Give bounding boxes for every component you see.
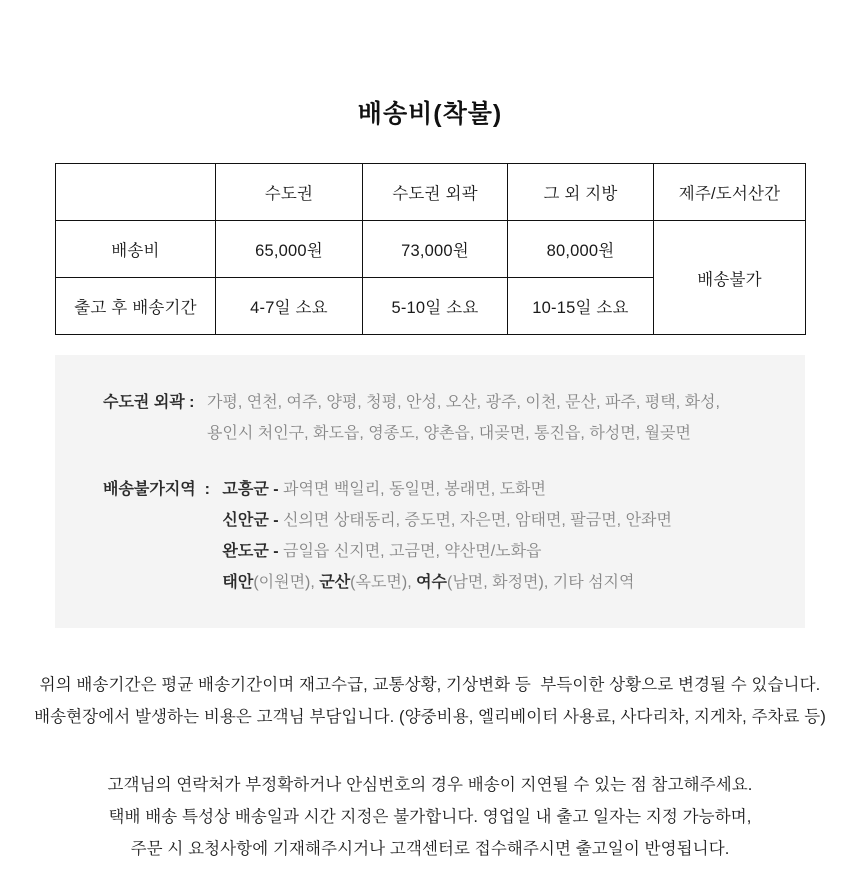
note-line: 배송현장에서 발생하는 비용은 고객님 부담입니다. (양중비용, 엘리베이터 사용료, 사다리차, 지게차, 주차료 등) — [34, 708, 826, 726]
county-detail: (이원면), — [253, 574, 320, 591]
note-line: 고객님의 연락처가 부정확하거나 안심번호의 경우 배송이 지연될 수 있는 점 참고해주세요. — [107, 776, 753, 794]
no-delivery-item-wando — [222, 536, 805, 567]
shipping-fee-table — [55, 163, 806, 335]
merged-cell-no-delivery: 배송불가 — [654, 221, 806, 335]
county-detail: (옥도면), — [350, 574, 417, 591]
notes-section — [0, 669, 860, 865]
county-detail: (남면, 화정면), 기타 섬지역 — [447, 574, 635, 591]
outskirts-line-2: 용인시 처인구, 화도읍, 영종도, 양촌읍, 대곶면, 통진읍, 하성면, 월곶면 — [206, 425, 691, 442]
row-label-fee: 배송비 — [56, 221, 216, 278]
duration-other: 10-15일 소요 — [508, 278, 654, 335]
duration-sudogwon: 4-7일 소요 — [216, 278, 363, 335]
outskirts-section — [103, 387, 805, 449]
no-delivery-item-goheung — [222, 474, 805, 505]
county-name: 신안군 - — [222, 512, 283, 529]
table-row-fee — [56, 221, 806, 278]
note-line: 택배 배송 특성상 배송일과 시간 지정은 불가합니다. 영업일 내 출고 일자는 지정 가능하며, — [108, 808, 752, 826]
header-cell-other-regions: 그 외 지방 — [508, 164, 654, 221]
note-block-delivery-period — [0, 669, 860, 733]
note-line: 주문 시 요청사항에 기재해주시거나 고객센터로 접수해주시면 출고일이 반영됩니다. — [130, 840, 730, 858]
county-name: 군산 — [319, 574, 351, 591]
row-label-duration: 출고 후 배송기간 — [56, 278, 216, 335]
region-detail-box — [55, 355, 805, 628]
fee-sudogwon: 65,000원 — [216, 221, 363, 278]
no-delivery-label: 배송불가지역 : — [103, 481, 215, 498]
county-detail: 과역면 백일리, 동일면, 봉래면, 도화면 — [283, 481, 546, 498]
header-cell-sudogwon: 수도권 — [216, 164, 363, 221]
page-title: 배송비(착불) — [357, 100, 503, 128]
no-delivery-item-sinan — [222, 505, 805, 536]
fee-outskirts: 73,000원 — [363, 221, 508, 278]
table-header-row — [56, 164, 806, 221]
county-name: 완도군 - — [222, 543, 283, 560]
no-delivery-section — [103, 474, 805, 598]
no-delivery-item-etc — [222, 567, 805, 598]
header-cell-empty — [56, 164, 216, 221]
note-block-contact — [0, 769, 860, 865]
county-name: 고흥군 - — [222, 481, 283, 498]
outskirts-line-1: 가평, 연천, 여주, 양평, 청평, 안성, 오산, 광주, 이천, 문산, 파주, 평택, 화성, — [206, 394, 720, 411]
fee-other: 80,000원 — [508, 221, 654, 278]
county-name: 태안 — [222, 574, 254, 591]
county-detail: 금일읍 신지면, 고금면, 약산면/노화읍 — [283, 543, 542, 560]
county-detail: 신의면 상태동리, 증도면, 자은면, 암태면, 팔금면, 안좌면 — [283, 512, 672, 529]
header-cell-sudogwon-outskirts: 수도권 외곽 — [363, 164, 508, 221]
note-line: 위의 배송기간은 평균 배송기간이며 재고수급, 교통상황, 기상변화 등 부득이한 상황으로 변경될 수 있습니다. — [39, 676, 821, 694]
header-cell-jeju-island: 제주/도서산간 — [654, 164, 806, 221]
outskirts-label: 수도권 외곽 : — [103, 394, 199, 411]
duration-outskirts: 5-10일 소요 — [363, 278, 508, 335]
county-name: 여수 — [416, 574, 448, 591]
